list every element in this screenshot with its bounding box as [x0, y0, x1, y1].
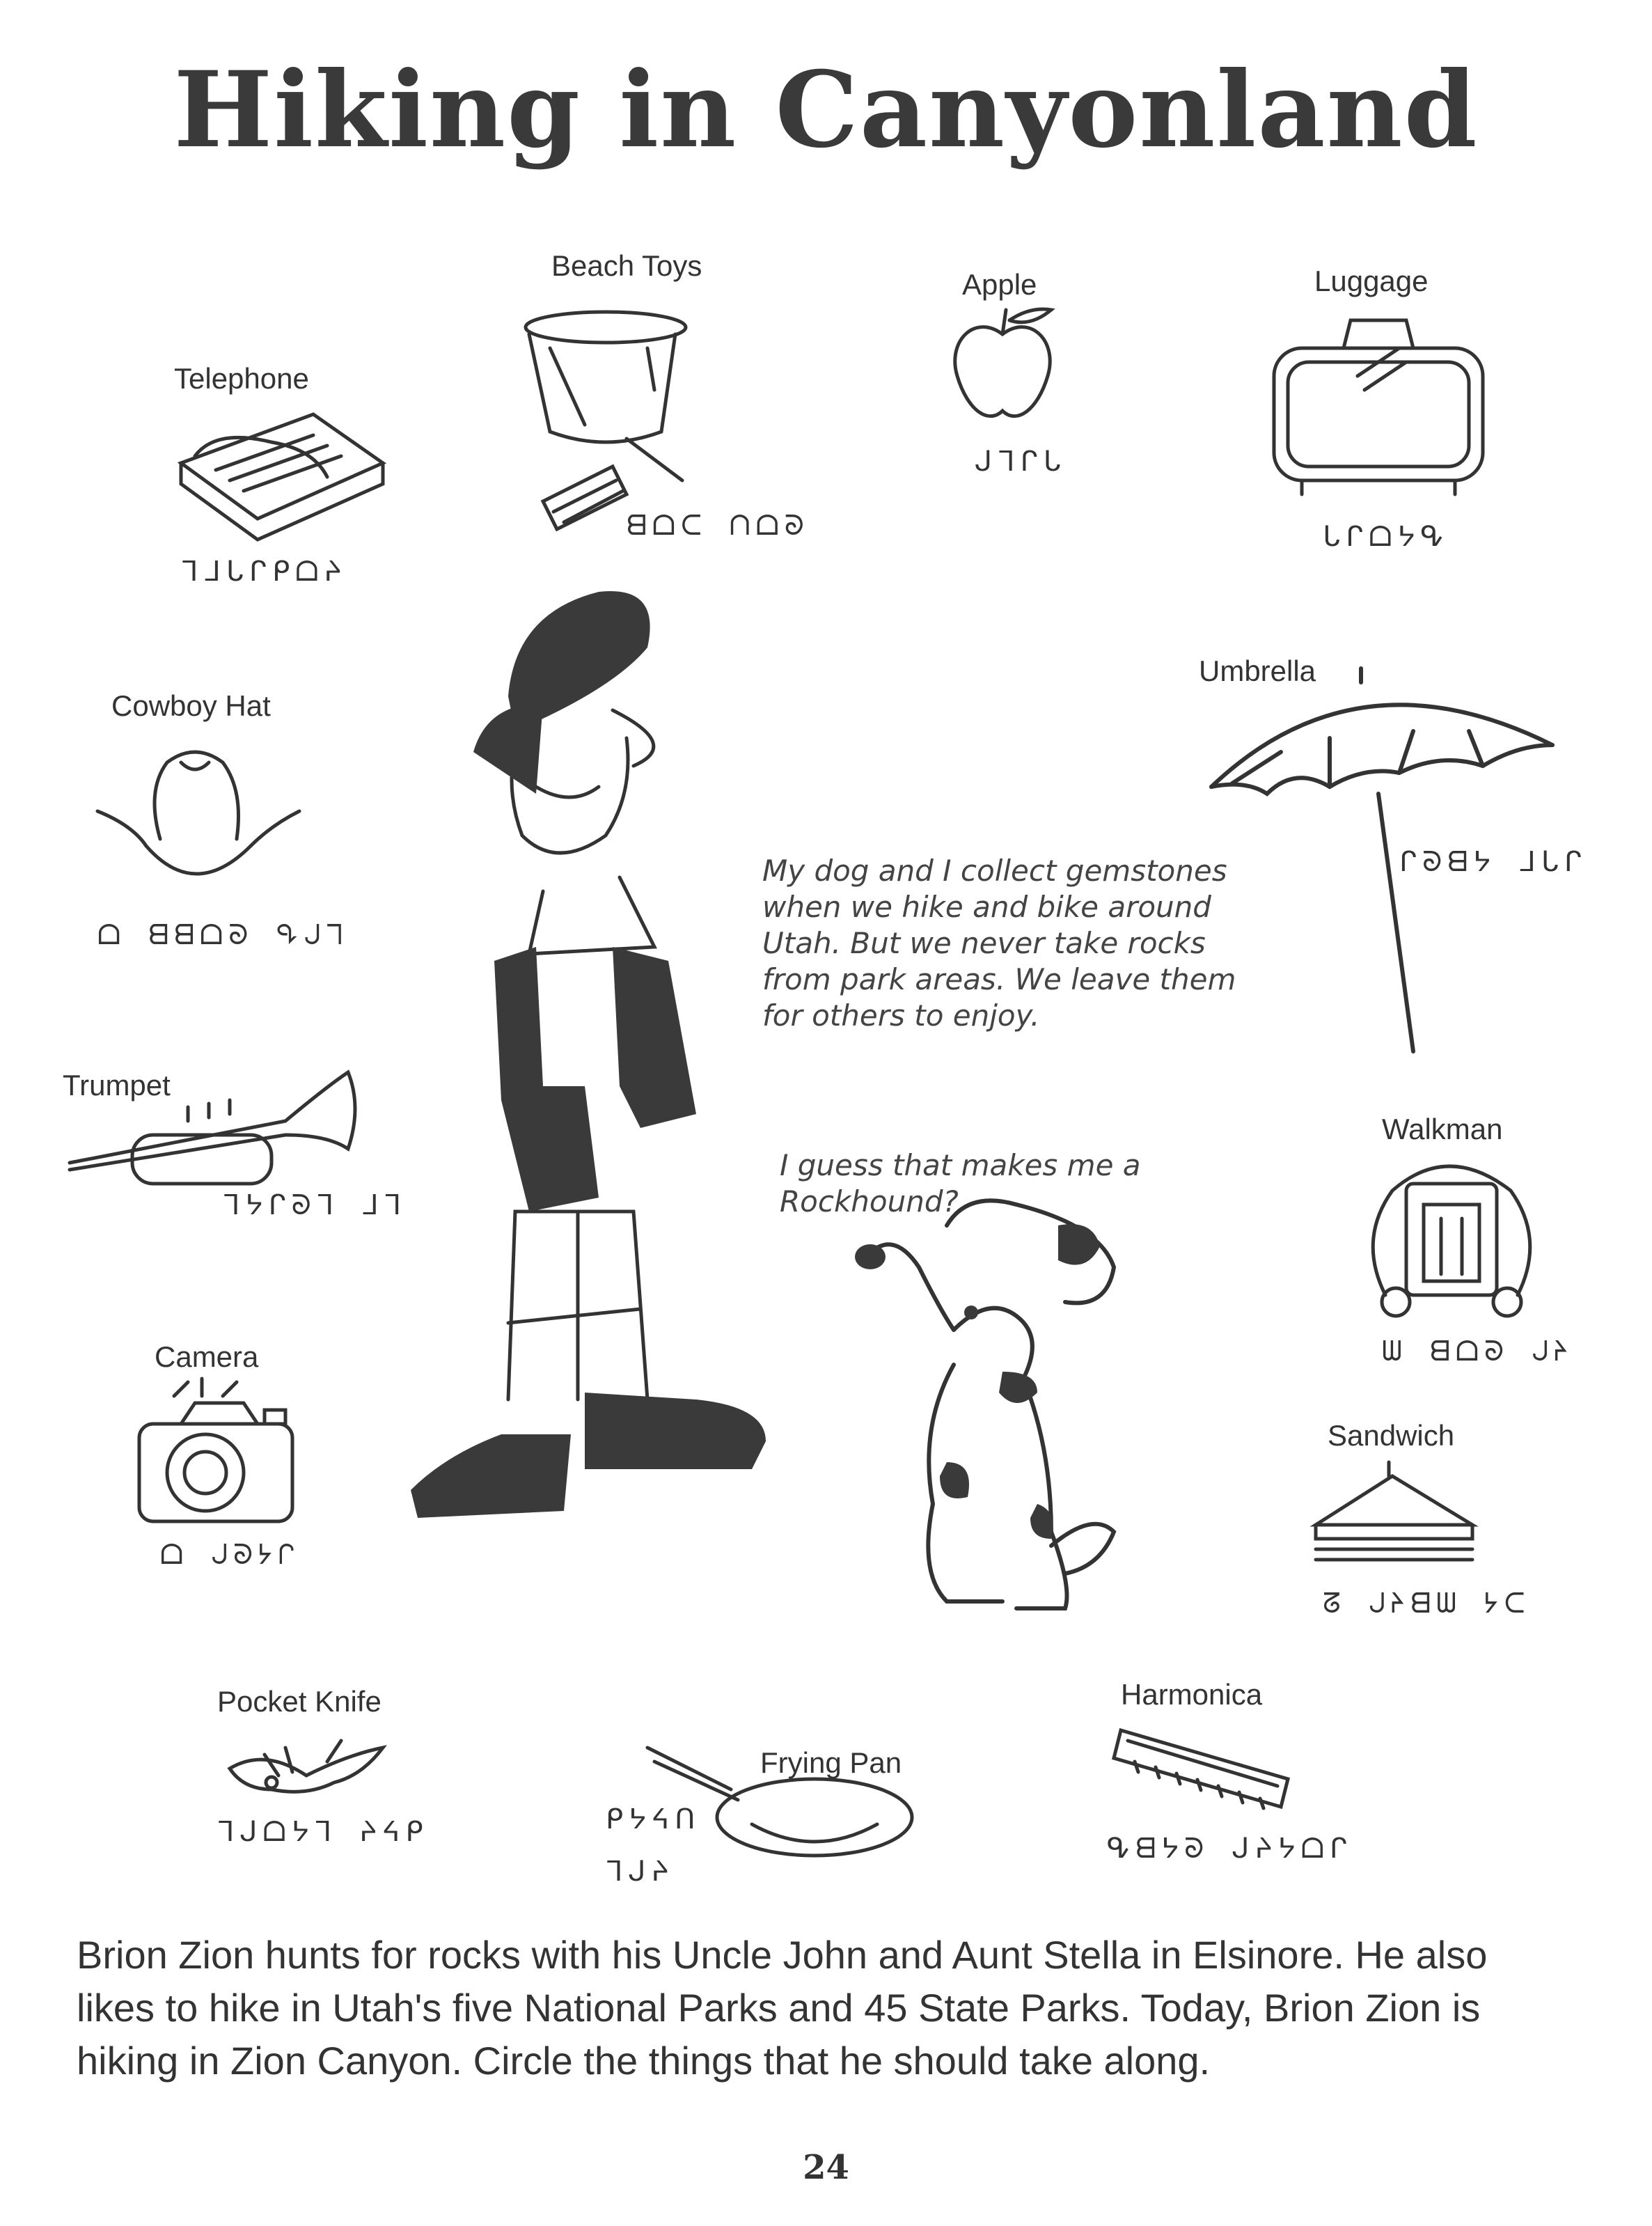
pocket-knife-icon[interactable] [223, 1734, 390, 1810]
frying-pan-label: Frying Pan [760, 1746, 902, 1779]
instructions-paragraph: Brion Zion hunts for rocks with his Uncle John and Aunt Stella in Elsinore. He also likes to hike in Utah's five National Parks and 45 State Parks. Today, Brion Zion is hiking in Zion Canyon. Circle the things that he should take along. [77, 1933, 1488, 2083]
sandwich-icon[interactable] [1302, 1462, 1483, 1574]
telephone-label: Telephone [174, 362, 309, 395]
page-number: 24 [803, 2148, 849, 2187]
harmonica-label: Harmonica [1121, 1678, 1263, 1711]
luggage-label: Luggage [1314, 265, 1429, 297]
harmonica-icon[interactable] [1114, 1723, 1295, 1814]
walkman-code: ᗯ ᗺᗝᘐ ᒍᔨ [1382, 1335, 1574, 1367]
telephone-icon[interactable] [174, 400, 397, 554]
camera-code: ᗝ ᒍᘐᔭᒋ [160, 1539, 301, 1571]
luggage-icon[interactable] [1260, 313, 1497, 494]
dog-character-illustration [849, 1184, 1170, 1629]
beach-toys-code: ᗺᗝᑕ ᑎᗝᘐ [627, 510, 810, 542]
pocket-knife-code: ᒣᒍᗝᔭᒣ ᔨᔦᑭ [217, 1816, 429, 1848]
luggage-code: ᒐᒋᗝᔭᕴ [1323, 521, 1449, 553]
beach-toys-label: Beach Toys [551, 249, 702, 282]
frying-pan-code-line1: ᑭᔭᔦᑎ [606, 1803, 701, 1835]
frying-pan-code-line2: ᒣᒍᔨ [606, 1856, 675, 1888]
sandwich-label: Sandwich [1328, 1419, 1455, 1452]
trumpet-code: ᒣᔭᒋᘐᒣ ᒧᒣ [223, 1189, 407, 1221]
walkman-label: Walkman [1382, 1113, 1503, 1145]
cowboy-hat-icon[interactable] [91, 735, 306, 902]
dog-speech-text: I guess that makes me a Rockhound? [780, 1148, 1141, 1218]
trumpet-label: Trumpet [63, 1069, 171, 1102]
umbrella-code: ᒋᘐᗺᔭ ᒧᒐᒋ [1399, 846, 1588, 878]
trumpet-icon[interactable] [63, 1065, 369, 1205]
telephone-code: ᒣᒧᒐᒋᑭᗝᔨ [181, 556, 347, 588]
apple-label: Apple [962, 268, 1037, 301]
boy-character-illustration [404, 585, 780, 1560]
cowboy-hat-code: ᗝ ᗺᗺᗝᘐ ᕴᒍᒣ [97, 919, 348, 951]
camera-icon[interactable] [125, 1382, 299, 1535]
camera-label: Camera [155, 1340, 259, 1373]
page-title: Hiking in Canyonland [173, 49, 1479, 171]
harmonica-code: ᕴᗺᔭᘐ ᒍᔨᔭᗝᒋ [1107, 1833, 1353, 1865]
apple-icon[interactable] [947, 306, 1058, 432]
sandwich-code: ᘔ ᒍᔨᗺᗯ ᔭᑕ [1323, 1588, 1531, 1620]
apple-code: ᒍᒣᒋᒐ [975, 446, 1067, 478]
umbrella-label: Umbrella [1199, 655, 1316, 687]
boy-speech-text: My dog and I collect gemstones when we hike and bike around Utah. But we never take rocks from park areas. We leave them for others to enjoy. [762, 854, 1236, 1033]
walkman-icon[interactable] [1364, 1156, 1539, 1323]
pocket-knife-label: Pocket Knife [217, 1685, 381, 1718]
cowboy-hat-label: Cowboy Hat [111, 689, 271, 722]
